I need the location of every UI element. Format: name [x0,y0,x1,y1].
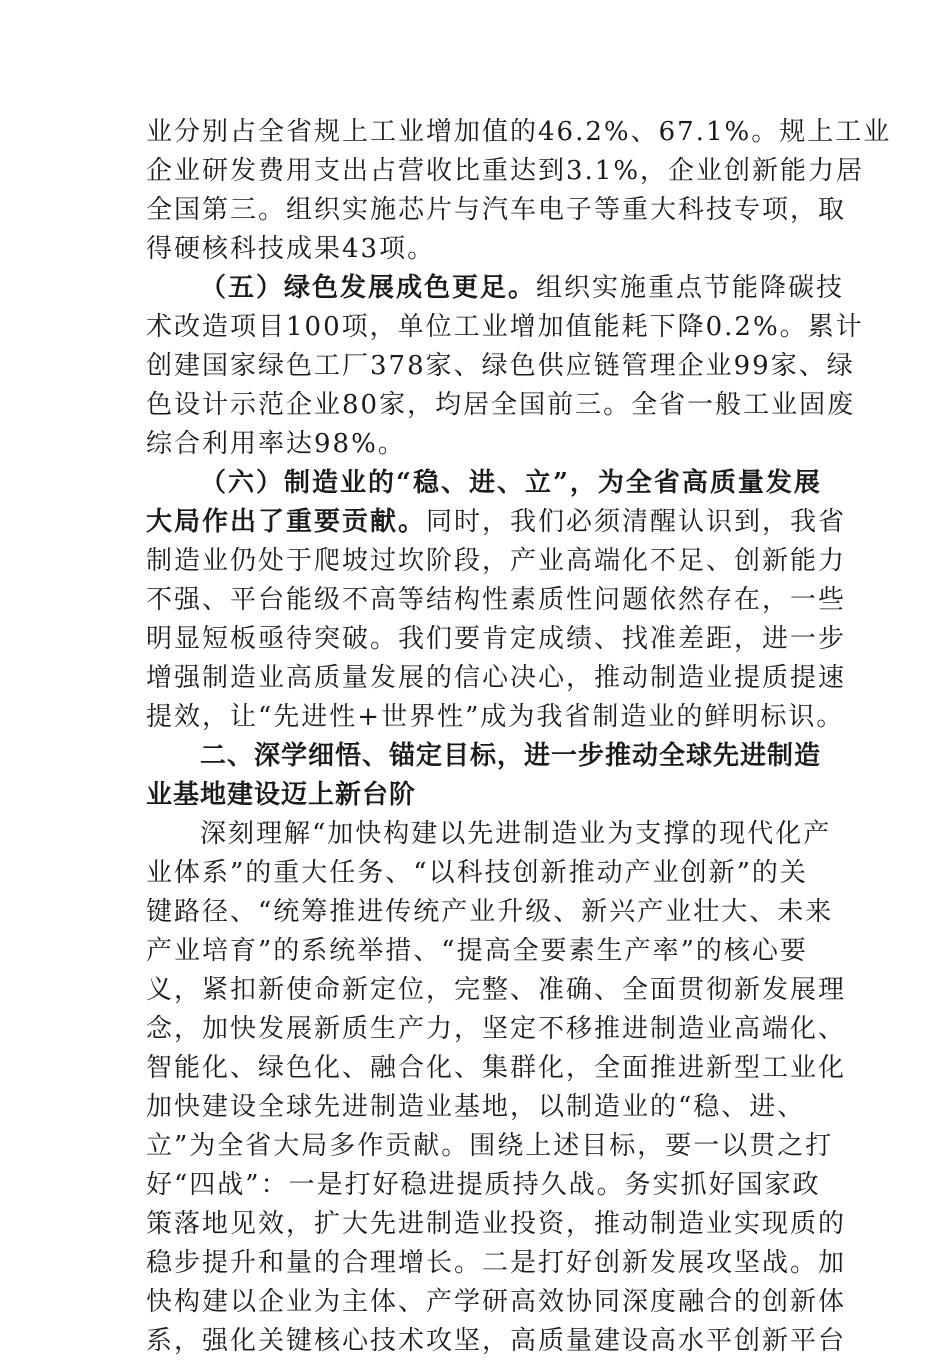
heading-line: 业基地建设迈上新台阶 [146,780,417,810]
text-line: 术改造项目100项，单位工业增加值能耗下降0.2%。累计 [146,312,864,342]
text-span: 同时，我们必须清醒认识到，我省 [426,507,847,537]
text-line: 增强制造业高质量发展的信心决心，推动制造业提质提速 [146,663,847,693]
text-line: 企业研发费用支出占营收比重达到3.1%，企业创新能力居 [146,156,865,186]
body-text [146,113,892,1361]
text-line: 提效，让“先进性+世界性”成为我省制造业的鲜明标识。 [146,702,845,732]
section-heading [146,737,822,815]
text-line [146,503,847,542]
text-line: 策落地见效，扩大先进制造业投资，推动制造业实现质的 [146,1209,847,1239]
text-line: 加快建设全球先进制造业基地，以制造业的“稳、进、 [146,1092,806,1122]
text-line [146,269,845,308]
paragraph-2 [146,269,864,464]
text-line: 全国第三。组织实施芯片与汽车电子等重大科技专项，取 [146,195,847,225]
text-line: 好“四战”：一是打好稳进提质持久战。务实抓好国家政 [146,1170,821,1200]
text-line: 制造业仍处于爬坡过坎阶段，产业高端化不足、创新能力 [146,546,847,576]
text-line: 键路径、“统筹推进传统产业升级、新兴产业壮大、未来 [146,897,834,927]
section-lead: 大局作出了重要贡献。 [146,507,427,537]
paragraph-3 [146,464,847,737]
section-lead: （六）制造业的“稳、进、立”，为全省高质量发展 [200,468,822,498]
text-line: 稳步提升和量的合理增长。二是打好创新发展攻坚战。加 [146,1248,847,1278]
text-line: 得硬核科技成果43项。 [146,234,436,264]
paragraph-1 [146,113,892,269]
text-line: 色设计示范企业80家，均居全国前三。全省一般工业固废 [146,390,856,420]
text-line: 业分别占全省规上工业增加值的46.2%、67.1%。规上工业 [146,117,892,147]
text-line: 智能化、绿色化、融合化、集群化，全面推进新型工业化 [146,1053,847,1083]
text-line: 系，强化关键核心技术攻坚，高质量建设高水平创新平台 [146,1326,847,1356]
text-line: 深刻理解“加快构建以先进制造业为支撑的现代化产 [200,819,832,849]
text-line: 创建国家绿色工厂378家、绿色供应链管理企业99家、绿 [146,351,855,381]
text-line: 快构建以企业为主体、产学研高效协同深度融合的创新体 [146,1287,847,1317]
text-line: 不强、平台能级不高等结构性素质性问题依然存在，一些 [146,585,847,615]
text-span: 组织实施重点节能降碳技 [536,273,845,303]
text-line: 综合利用率达98%。 [146,429,406,459]
paragraph-4 [146,815,847,1361]
text-line: 业体系”的重大任务、“以科技创新推动产业创新”的关 [146,858,808,888]
text-line: 立”为全省大局多作贡献。围绕上述目标，要一以贯之打 [146,1131,834,1161]
text-line: 明显短板亟待突破。我们要肯定成绩、找准差距，进一步 [146,624,847,654]
section-lead: （五）绿色发展成色更足。 [200,273,537,303]
heading-line: 二、深学细悟、锚定目标，进一步推动全球先进制造 [200,741,822,771]
text-line: 念，加快发展新质生产力，坚定不移推进制造业高端化、 [146,1014,847,1044]
text-line: 产业培育”的系统举措、“提高全要素生产率”的核心要 [146,936,808,966]
text-line: 义，紧扣新使命新定位，完整、准确、全面贯彻新发展理 [146,975,847,1005]
